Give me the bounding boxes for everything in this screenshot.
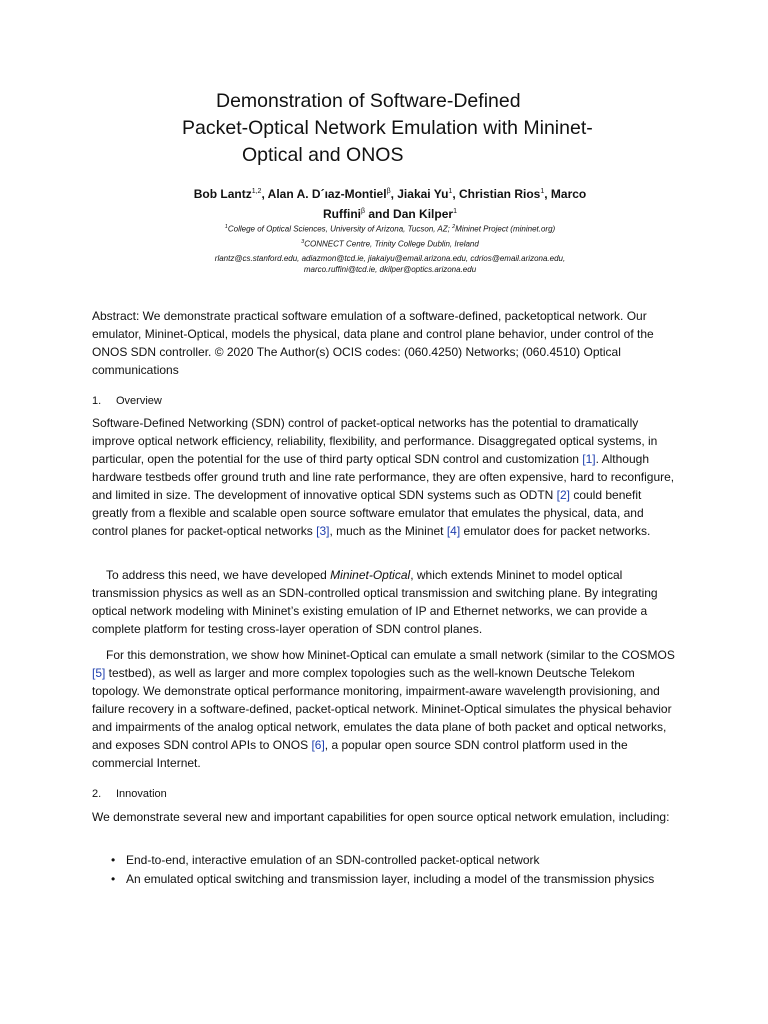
author-emails	[150, 253, 630, 275]
author-name: , Marco	[544, 187, 587, 201]
section-title: Innovation	[116, 788, 167, 800]
paragraph-text: testbed), as well as larger and more complex topologies such as the well-known Deutsche Telekom topology. We demonstrate optical performance monitoring, impairment-aware wavelength provisioning, and failure recovery in a software-defined, packet-optical network. Mininet-Optical simulates the physical behavior and impairments of the analog optical network, emulates the data plane of both packet and optical networks, and exposes SDN control APIs to ONOS	[92, 666, 672, 752]
paragraph-innovation-intro: We demonstrate several new and important capabilities for open source optical network emulation, including:	[92, 810, 670, 824]
list-item-text: End-to-end, interactive emulation of an SDN-controlled packet-optical network	[126, 853, 540, 867]
paragraph-text: , much as the Mininet	[329, 524, 447, 538]
title-line-2: Packet-Optical Network Emulation with Mininet-	[182, 117, 593, 139]
paragraph-overview-1	[92, 414, 676, 540]
list-item-text: An emulated optical switching and transmission layer, including a model of the transmission physics	[126, 872, 655, 886]
paragraph-overview-3	[92, 646, 676, 772]
author-name: , Jiakai Yu	[390, 187, 449, 201]
paragraph-text: For this demonstration, we show how Mininet-Optical can emulate a small network (similar to the COSMOS	[106, 648, 675, 662]
citation-link[interactable]: [6]	[311, 738, 325, 752]
affiliation-mark: 3	[301, 238, 305, 245]
section-number: 2.	[92, 788, 102, 800]
paragraph-text: , a popular open source SDN control platform used in the commercial Internet.	[92, 738, 628, 770]
bullet-icon: •	[111, 872, 116, 886]
author-affiliation-mark: 1	[453, 208, 457, 215]
affiliation-text: College of Optical Sciences, University of Arizona, Tucson, AZ;	[227, 224, 453, 234]
affiliation-text: CONNECT Centre, Trinity College Dublin, Ireland	[304, 239, 479, 249]
author-list	[160, 183, 620, 223]
author-affiliation-mark: β	[361, 208, 366, 215]
author-affiliation-mark: β	[386, 188, 391, 195]
author-name: , Alan A. D´ıaz-Montiel	[261, 187, 387, 201]
title-line-3: Optical and ONOS	[242, 144, 404, 166]
email-line-1: rlantz@cs.stanford.edu, adiazmon@tcd.ie, jiakaiyu@email.arizona.edu, cdrios@email.arizona.edu,	[214, 254, 566, 263]
author-name: and Dan Kilper	[365, 207, 454, 221]
author-name: Ruffini	[323, 207, 362, 221]
list-item	[108, 852, 676, 869]
citation-link[interactable]: [5]	[92, 666, 106, 680]
section-heading-innovation	[92, 787, 167, 801]
author-affiliation-mark: 1	[448, 188, 453, 195]
paper-title	[150, 88, 620, 169]
author-affiliation-mark: 1	[540, 188, 545, 195]
author-affiliation-mark: 1,2	[251, 188, 262, 195]
affiliations	[150, 221, 630, 250]
citation-link[interactable]: [2]	[556, 488, 570, 502]
paragraph-text: Software-Defined Networking (SDN) control of packet-optical networks has the potential to dramatically improve optical network efficiency, reliability, flexibility, and performance. Disaggregated optical systems, in particular, open the potential for the use of third party optical SDN control and customization	[92, 416, 658, 466]
title-line-1: Demonstration of Software-Defined	[216, 90, 521, 112]
emphasis-text: Mininet-Optical	[330, 568, 411, 582]
paragraph-text: . Although hardware testbeds offer ground truth and line rate performance, they are often expensive, hard to reconfigure, and limited in size. The development of innovative optical SDN systems such as ODTN	[92, 452, 675, 502]
paragraph-overview-2	[92, 566, 676, 638]
email-line-2: marco.ruffini@tcd.ie, dkilper@optics.arizona.edu	[303, 265, 477, 274]
section-heading-overview	[92, 394, 162, 408]
affiliation-text: Mininet Project (mininet.org)	[455, 224, 556, 234]
paragraph-text: emulator does for packet networks.	[460, 524, 651, 538]
list-item	[108, 871, 676, 888]
citation-link[interactable]: [3]	[316, 524, 330, 538]
affiliation-mark: 1	[224, 224, 228, 230]
citation-link[interactable]: [1]	[582, 452, 596, 466]
citation-link[interactable]: [4]	[446, 524, 461, 538]
paragraph-text: To address this need, we have developed	[106, 568, 331, 582]
author-name: Bob Lantz	[193, 187, 252, 201]
abstract: Abstract: We demonstrate practical software emulation of a software-defined, packetoptical network. Our emulator, Mininet-Optical, models the physical, data plane and control plane behavior, under control of the ONOS SDN controller. © 2020 The Author(s) OCIS codes: (060.4250) Networks; (060.4510) Optical communications	[92, 309, 654, 377]
paragraph-text: could benefit greatly from a flexible and scalable open source software emulator that emulates the physical, data, and control planes for packet-optical networks	[92, 488, 644, 538]
paragraph-text: , which extends Mininet to model optical transmission physics as well as an SDN-controlled optical transmission and switching plane. By integrating optical network modeling with Mininet’s existing emulation of IP and Ethernet networks, we can provide a complete platform for testing cross-layer operation of SDN control planes.	[92, 568, 658, 636]
bullet-icon: •	[111, 853, 116, 867]
section-title: Overview	[116, 395, 162, 407]
section-number: 1.	[92, 395, 102, 407]
capabilities-list	[108, 852, 676, 890]
affiliation-mark: 2	[452, 224, 456, 230]
author-name: , Christian Rios	[452, 187, 541, 201]
